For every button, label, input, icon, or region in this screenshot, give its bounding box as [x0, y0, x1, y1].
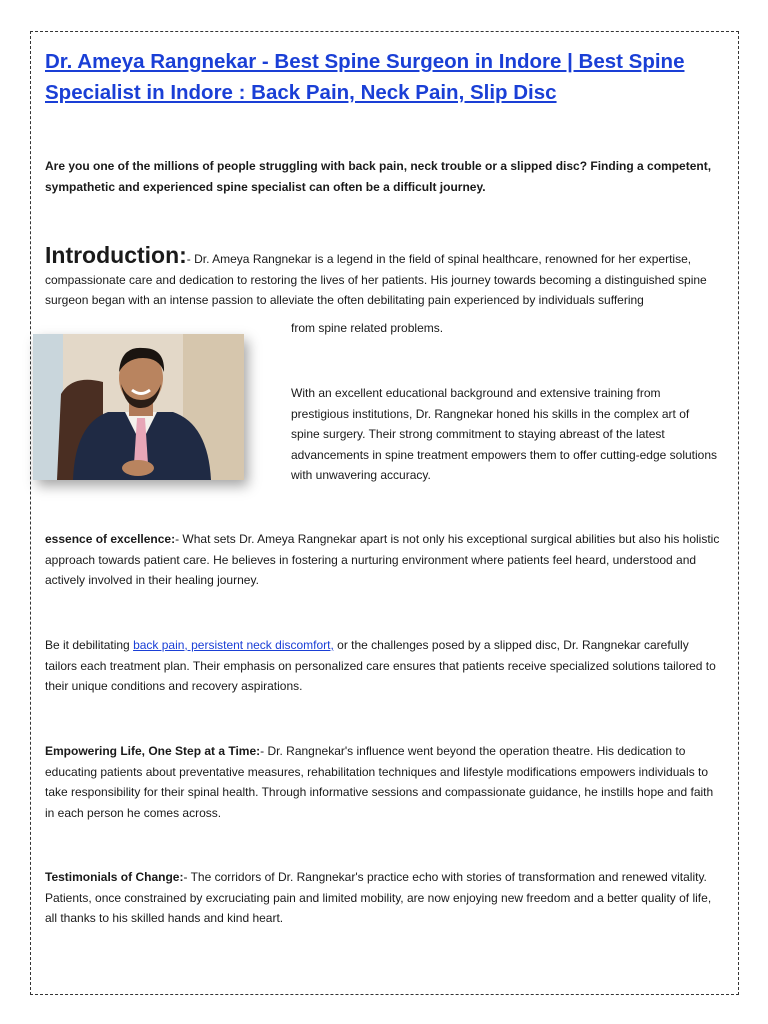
intro-question-text: Are you one of the millions of people struggling with back pain, neck trouble or a slipped disc? Finding a competent, sympathetic and experienced spine specialist can often be a difficult journey.	[45, 159, 712, 194]
education-paragraph: With an excellent educational background and extensive training from prestigious institutions, Dr. Rangnekar honed his skills in the complex art of spine surgery. Their strong commitment to staying abreast of the latest advancements in spine treatment empowers them to offer cutting-edge solutions with unwavering accuracy.	[291, 386, 718, 482]
excellence-paragraph	[45, 529, 721, 591]
tailored-suffix: or the challenges posed by a slipped disc, Dr. Rangnekar carefully tailors each treatment plan. Their emphasis on personalized care ensures that patients receive specialized solutions tailored to their unique conditions and recovery aspirations.	[45, 638, 716, 693]
tailored-paragraph	[45, 635, 721, 697]
introduction-heading: Introduction:	[45, 242, 187, 268]
empowering-heading: Empowering Life, One Step at a Time:	[45, 744, 261, 758]
testimonials-heading: Testimonials of Change:	[45, 870, 184, 884]
testimonials-paragraph	[45, 867, 721, 929]
intro-question	[45, 156, 721, 197]
doctor-portrait-image	[33, 334, 244, 480]
excellence-text: - What sets Dr. Ameya Rangnekar apart is not only his exceptional surgical abilities but also his holistic approach towards patient care. He believes in fostering a nurturing environment where patients feel heard, understood and actively involved in their healing journey.	[45, 532, 720, 587]
empowering-text: - Dr. Rangnekar's influence went beyond the operation theatre. His dedication to educating patients about preventative measures, rehabilitation techniques and lifestyle modifications empowers individuals to take responsibility for their spinal health. Through informative sessions and compassionate guidance, he instills hope and faith in each person he comes across.	[45, 744, 714, 820]
introduction-continuation: from spine related problems.	[291, 321, 444, 335]
back-pain-link[interactable]: back pain, persistent neck discomfort,	[133, 638, 334, 652]
doctor-photo	[33, 334, 244, 480]
page-title-link[interactable]: Dr. Ameya Rangnekar - Best Spine Surgeon in Indore | Best Spine Specialist in Indore : Back Pain, Neck Pain, Slip Disc	[45, 50, 685, 104]
tailored-prefix: Be it debilitating	[45, 638, 134, 652]
excellence-heading: essence of excellence:	[45, 532, 176, 546]
introduction-text: - Dr. Ameya Rangnekar is a legend in the field of spinal healthcare, renowned for her expertise, compassionate care and dedication to restoring the lives of her patients. His journey towards becoming a distinguished spine surgeon began with an intense passion to alleviate the often debilitating pain experienced by individuals suffering	[45, 252, 707, 307]
empowering-paragraph	[45, 741, 721, 823]
testimonials-text: - The corridors of Dr. Rangnekar's practice echo with stories of transformation and renewed vitality. Patients, once constrained by excruciating pain and limited mobility, are now enjoying new freedom and a better quality of life, all thanks to his skilled hands and kind heart.	[45, 870, 712, 925]
introduction-paragraph	[45, 242, 721, 311]
